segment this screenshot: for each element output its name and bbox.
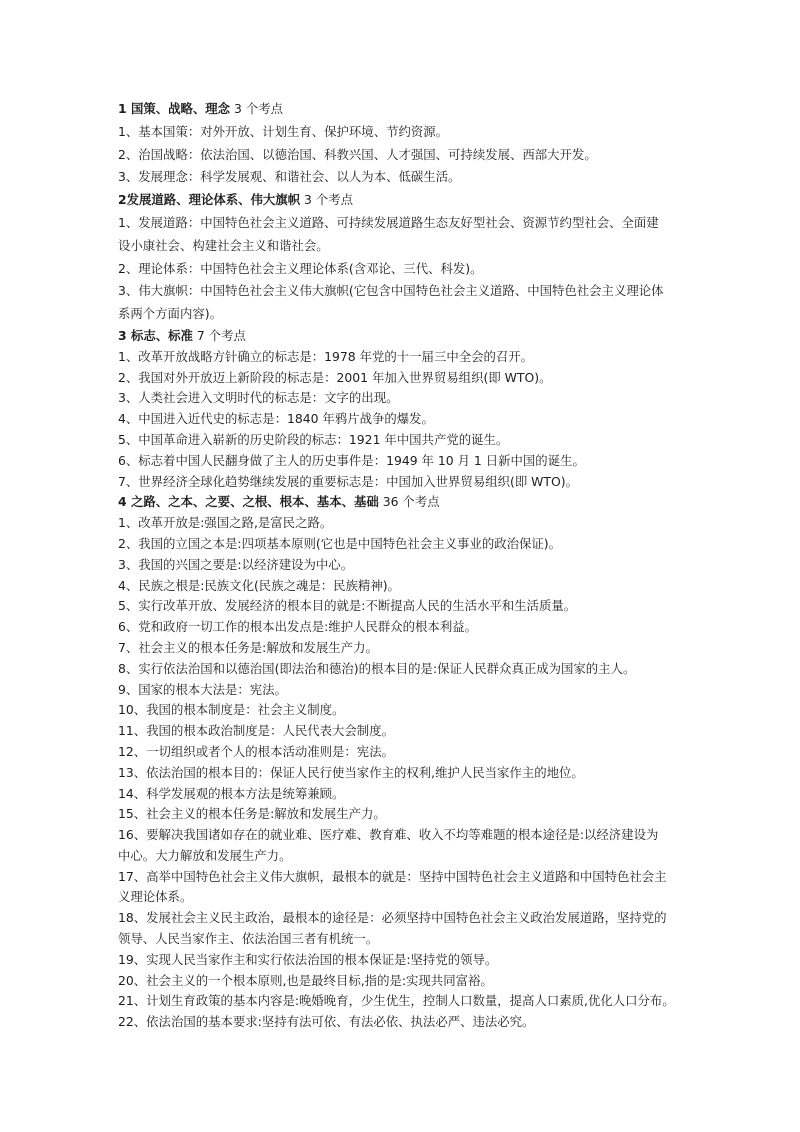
list-item: 3、发展理念：科学发展观、和谐社会、以人为本、低碳生活。 xyxy=(118,169,461,185)
list-item: 19、实现人民当家作主和实行依法治国的根本保证是:坚持党的领导。 xyxy=(118,951,498,967)
list-item: 8、实行依法治国和以德治国(即法治和德治)的根本目的是:保证人民群众真正成为国家的主人。 xyxy=(118,660,636,676)
list-item: 3、人类社会进入文明时代的标志是：文字的出现。 xyxy=(118,390,399,406)
list-item-continued: 设小康社会、构建社会主义和谐社会。 xyxy=(118,237,329,253)
section-heading-4 xyxy=(118,492,688,513)
list-item: 11、我国的根本政治制度是：人民代表大会制度。 xyxy=(118,723,394,739)
list-item: 12、一切组织或者个人的根本活动准则是：宪法。 xyxy=(118,743,394,759)
list-item: 10、我国的根本制度是：社会主义制度。 xyxy=(118,702,345,718)
list-item: 4、中国进入近代史的标志是：1840 年鸦片战争的爆发。 xyxy=(118,411,434,427)
section-number: 4 xyxy=(118,494,127,510)
list-item-continued: 系两个方面内容)。 xyxy=(118,306,222,322)
section-title: 之路、之本、之要、之根、根本、基本、基础 xyxy=(130,494,379,510)
list-item: 4、民族之根是:民族文化(民族之魂是：民族精神)。 xyxy=(118,577,400,593)
list-item: 13、依法治国的根本目的：保证人民行使当家作主的权利,维护人民当家作主的地位。 xyxy=(118,764,584,780)
list-item: 15、社会主义的根本任务是:解放和发展生产力。 xyxy=(118,806,386,822)
list-item: 16、要解决我国诸如存在的就业难、医疗难、教育难、收入不均等难题的根本途径是:以经济建设为 xyxy=(118,827,659,843)
list-item: 5、实行改革开放、发展经济的根本目的就是:不断提高人民的生活水平和生活质量。 xyxy=(118,598,577,614)
list-item: 3、我国的兴国之要是:以经济建设为中心。 xyxy=(118,556,354,572)
list-item: 2、治国战略：依法治国、以德治国、科教兴国、人才强国、可持续发展、西部大开发。 xyxy=(118,146,597,162)
section-heading-1 xyxy=(118,98,688,121)
list-item: 6、党和政府一切工作的根本出发点是:维护人民群众的根本利益。 xyxy=(118,619,477,635)
list-item: 17、高举中国特色社会主义伟大旗帜，最根本的就是：坚持中国特色社会主义道路和中国特色社会主 xyxy=(118,868,667,884)
section-count: 3 个考点 xyxy=(234,101,284,116)
list-item: 1、改革开放是:强国之路,是富民之路。 xyxy=(118,515,333,531)
list-item-continued: 中心。大力解放和发展生产力。 xyxy=(118,847,292,863)
list-item-continued: 领导、人民当家作主、依法治国三者有机统一。 xyxy=(118,931,379,947)
section-number: 3 xyxy=(118,327,127,343)
list-item: 1、发展道路：中国特色社会主义道路、可持续发展道路生态友好型社会、资源节约型社会、全面建 xyxy=(118,214,659,230)
list-item: 22、依法治国的基本要求:坚持有法可依、有法必依、执法必严、违法必究。 xyxy=(118,1014,535,1030)
section-count: 36 个考点 xyxy=(382,494,440,510)
section-title: 发展道路、理论体系、伟大旗帜 xyxy=(126,192,301,208)
list-item: 7、世界经济全球化趋势继续发展的重要标志是：中国加入世界贸易组织(即 WTO)。 xyxy=(118,473,578,489)
list-item: 7、社会主义的根本任务是:解放和发展生产力。 xyxy=(118,639,378,655)
list-item: 3、伟大旗帜：中国特色社会主义伟大旗帜(它包含中国特色社会主义道路、中国特色社会主义理论体 xyxy=(118,283,664,299)
list-item: 2、理论体系：中国特色社会主义理论体系(含邓论、三代、科发)。 xyxy=(118,260,483,276)
list-item: 6、标志着中国人民翻身做了主人的历史事件是：1949 年 10 月 1 日新中国的诞生。 xyxy=(118,452,585,468)
list-item: 21、计划生育政策的基本内容是:晚婚晚育，少生优生，控制人口数量，提高人口素质,优化人口分布。 xyxy=(118,993,675,1009)
list-item: 5、中国革命进入崭新的历史阶段的标志：1921 年中国共产党的诞生。 xyxy=(118,431,509,447)
section-number: 2 xyxy=(118,192,127,208)
section-number: 1 xyxy=(118,101,127,116)
section-count: 3 个考点 xyxy=(304,192,354,208)
list-item: 1、改革开放战略方针确立的标志是：1978 年党的十一届三中全会的召开。 xyxy=(118,348,534,364)
section-title: 标志、标准 xyxy=(130,327,193,343)
section-title: 国策、战略、理念 xyxy=(130,101,231,116)
list-item: 14、科学发展观的根本方法是统筹兼顾。 xyxy=(118,785,345,801)
section-count: 7 个考点 xyxy=(196,327,246,343)
section-heading-2 xyxy=(118,189,688,212)
list-item: 1、基本国策：对外开放、计划生育、保护环境、节约资源。 xyxy=(118,123,449,139)
section-heading-3 xyxy=(118,326,688,347)
list-item-continued: 义理论体系。 xyxy=(118,889,193,905)
document-page xyxy=(118,98,688,1033)
list-item: 18、发展社会主义民主政治，最根本的途径是：必须坚持中国特色社会主义政治发展道路，坚持党的 xyxy=(118,910,667,926)
list-item: 9、国家的根本大法是：宪法。 xyxy=(118,681,287,697)
list-item: 2、我国对外开放迈上新阶段的标志是：2001 年加入世界贸易组织(即 WTO)。 xyxy=(118,369,552,385)
list-item: 20、社会主义的一个根本原则,也是最终目标,指的是:实现共同富裕。 xyxy=(118,972,493,988)
list-item: 2、我国的立国之本是:四项基本原则(它也是中国特色社会主义事业的政治保证)。 xyxy=(118,535,562,551)
